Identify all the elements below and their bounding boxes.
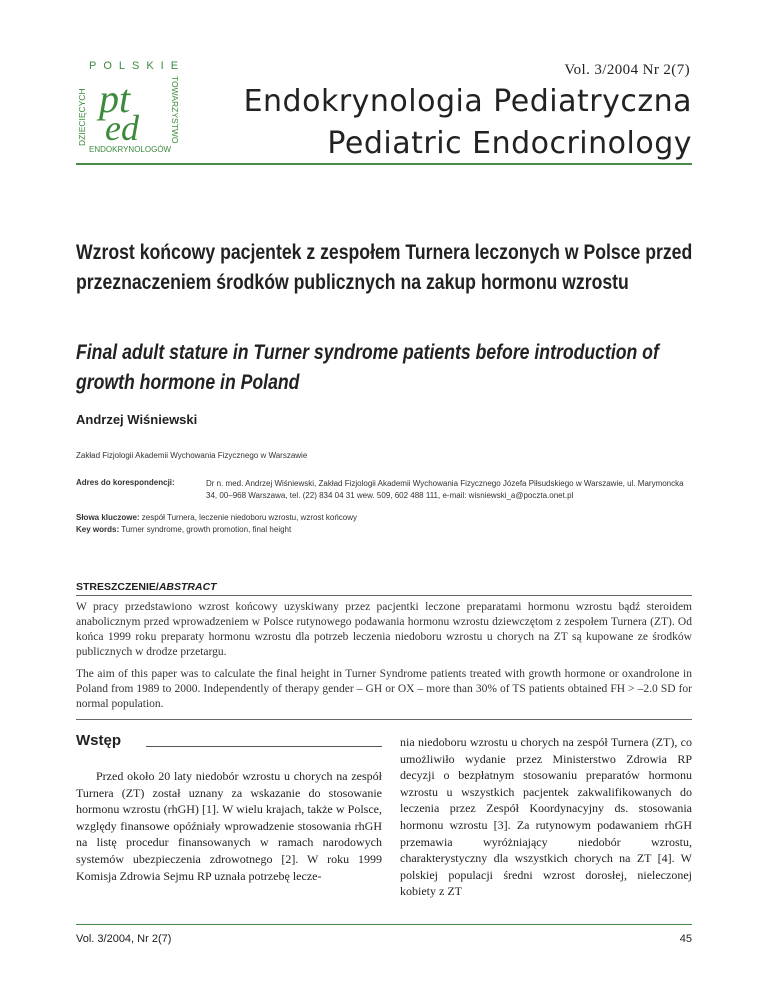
abstract-heading-pl: STRESZCZENIE/ — [76, 581, 159, 593]
ptped-logo-icon — [75, 56, 180, 154]
author-name: Andrzej Wiśniewski — [76, 412, 198, 427]
keywords-pl — [76, 513, 696, 522]
affiliation: Zakład Fizjologii Akademii Wychowania Fizycznego w Warszawie — [76, 451, 308, 460]
abstract-heading — [76, 581, 217, 593]
abstract-divider-top — [76, 595, 692, 596]
journal-title-en: Pediatric Endocrinology — [327, 126, 692, 161]
logo-arc-text: POLSKIE — [89, 60, 180, 72]
abstract-heading-en: ABSTRACT — [158, 581, 217, 593]
keywords-pl-label: Słowa kluczowe: — [76, 513, 140, 522]
abstract-text-pl: W pracy przedstawiono wzrost końcowy uzyskiwany przez pacjentki leczone preparatami hormonu wzrostu bądź steroidem anabolicznym przed wprowadzeniem w Polsce rutynowego podawania hormonu wzrostu dziewczętom z zespołem Turnera (ZT). Od końca 1999 roku preparaty hormonu wzrostu dla potrzeb leczenia niedoboru wzrostu u chorych na ZT są kupowane ze środków publicznych w drodze przetargu. — [76, 601, 692, 658]
abstract-text-en: The aim of this paper was to calculate the final height in Turner Syndrome patients treated with growth hormone or oxandrolone in Poland from 1989 to 2000. Independently of therapy gender – GH or OX – more than 30% of TS patients obtained FH > –2.0 SD for normal population. — [76, 668, 692, 710]
section-title: Wstęp — [76, 732, 121, 749]
logo-monogram-top: pt — [99, 76, 131, 121]
logo-bottom-text: ENDOKRYNOLOGÓW — [89, 145, 172, 154]
section-title-rule — [146, 746, 382, 747]
abstract-divider-bottom — [76, 719, 692, 720]
correspondence-address: Dr n. med. Andrzej Wiśniewski, Zakład Fizjologii Akademii Wychowania Fizycznego Józefa Piłsudskiego w Warszawie, ul. Marymoncka 34, 00–968 Warszawa, tel. (22) 834 04 31 wew. 509, 602 488 111, e-mail: wisniewski_a@poczta.onet.pl — [206, 479, 684, 500]
keywords-en — [76, 525, 696, 534]
journal-title-pl: Endokrynologia Pediatryczna — [243, 84, 692, 119]
footer-issue: Vol. 3/2004, Nr 2(7) — [76, 933, 172, 945]
footer-divider — [76, 924, 692, 925]
body-column-right: nia niedoboru wzrostu u chorych na zespół Turnera (ZT), co umożliwiło wydanie przez Ministerstwo Zdrowia RP decyzji o bezpłatnym stosowaniu preparatów hormonu wzrostu u wszystkich pacjentek zakwalifikowanych do leczenia przez Zespół Koordynacyjny ds. stosowania hormonu wzrostu [3]. Za rutynowym podawaniem rhGH przemawia wyróżniający niedobór wzrostu, charakterystyczny dla wszystkich chorych na ZT [4]. W polskiej populacji średni wzrost dorosłej, nieleczonej kobiety z ZT — [400, 735, 692, 899]
logo-left-text: DZIECIĘCYCH — [77, 88, 87, 146]
page-number: 45 — [679, 933, 692, 945]
article-title-pl: Wzrost końcowy pacjentek z zespołem Turnera leczonych w Polsce przed przeznaczeniem środków publicznych na zakup hormonu wzrostu — [76, 241, 693, 294]
article-title-en: Final adult stature in Turner syndrome patients before introduction of growth hormone in Poland — [76, 341, 659, 394]
body-column-left: Przed około 20 laty niedobór wzrostu u chorych na zespół Turnera (ZT) został uznany za wskazanie do stosowanie hormonu wzrostu (rhGH) [1]. W wielu krajach, także w Polsce, względy finansowe opóźniały wprowadzenie stosowania rhGH na listę procedur finansowanych w ramach narodowych systemów ubezpieczenia zdrowotnego [2]. W roku 1999 Komisja Zdrowia Sejmu RP uznała potrzebę lecze- — [76, 769, 382, 883]
keywords-en-list: Turner syndrome, growth promotion, final height — [119, 525, 292, 534]
correspondence-label: Adres do korespondencji: — [76, 478, 175, 487]
volume-info: Vol. 3/2004 Nr 2(7) — [564, 62, 690, 78]
keywords-en-label: Key words: — [76, 525, 120, 534]
logo-monogram-bottom: ed — [105, 108, 139, 148]
header-divider — [76, 163, 692, 165]
logo-right-text: TOWARZYSTWO — [170, 76, 180, 144]
journal-logo — [75, 56, 180, 154]
keywords-pl-list: zespół Turnera, leczenie niedoboru wzrostu, wzrost końcowy — [139, 513, 358, 522]
